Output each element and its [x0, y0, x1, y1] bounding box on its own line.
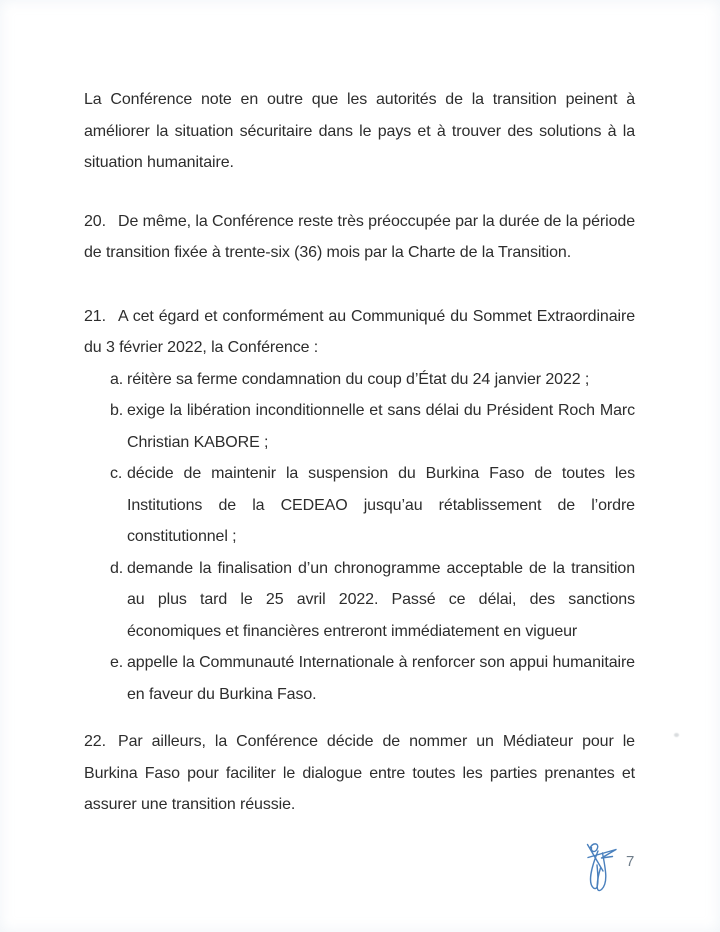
list-item-e-text: appelle la Communauté Internationale à renforcer son appui humanitaire en faveur du Burkina Faso. [127, 654, 635, 703]
list-item-a-marker: a. [110, 370, 124, 388]
paragraph-20-text: De même, la Conférence reste très préoccupée par la durée de la période de transition fixée à trente-six (36) mois par la Charte de la Transition. [84, 212, 635, 261]
paragraph-22-number: 22. [84, 733, 106, 750]
stray-ink-speck [674, 733, 679, 737]
paragraph-21 [84, 301, 635, 364]
list-item-d-text: demande la finalisation d’un chronogramme acceptable de la transition au plus tard le 25 avril 2022. Passé ce délai, des sanctions économiques et financières entreront immédiatement en vigueur [127, 559, 635, 640]
paragraph-intro: La Conférence note en outre que les autorités de la transition peinent à améliorer la situation sécuritaire dans le pays et à trouver des solutions à la situation humanitaire. [84, 91, 635, 171]
list-item-e [84, 647, 635, 710]
paragraph-20-number: 20. [84, 212, 106, 230]
paragraph-20 [84, 206, 635, 269]
list-item-b [84, 395, 635, 458]
signature-paraph-icon [585, 841, 619, 897]
paragraph-22 [84, 726, 635, 821]
list-item-c-text: décide de maintenir la suspension du Burkina Faso de toutes les Institutions de la CEDEAO jusqu’au rétablissement de l’ordre constitutionnel ; [127, 465, 635, 545]
decision-list [84, 364, 635, 711]
list-item-c [84, 458, 635, 553]
paragraph-21-number: 21. [84, 307, 106, 325]
list-item-a-text: réitère sa ferme condamnation du coup d’État du 24 janvier 2022 ; [127, 370, 590, 388]
page-number: 7 [626, 853, 635, 870]
paragraph-21-text: A cet égard et conformément au Communiqué du Sommet Extraordinaire du 3 février 2022, la Conférence : [84, 307, 635, 356]
list-item-d [84, 553, 635, 648]
paragraph-22-text: Par ailleurs, la Conférence décide de nommer un Médiateur pour le Burkina Faso pour faciliter le dialogue entre toutes les parties prenantes et assurer une transition réussie. [84, 733, 635, 813]
list-item-d-marker: d. [110, 559, 124, 577]
list-item-a [84, 364, 635, 396]
list-item-b-text: exige la libération inconditionnelle et sans délai du Président Roch Marc Christian KABORE ; [127, 402, 635, 451]
document-body [84, 84, 635, 821]
list-item-b-marker: b. [110, 402, 124, 419]
list-item-c-marker: c. [110, 465, 123, 482]
list-item-e-marker: e. [110, 654, 124, 671]
